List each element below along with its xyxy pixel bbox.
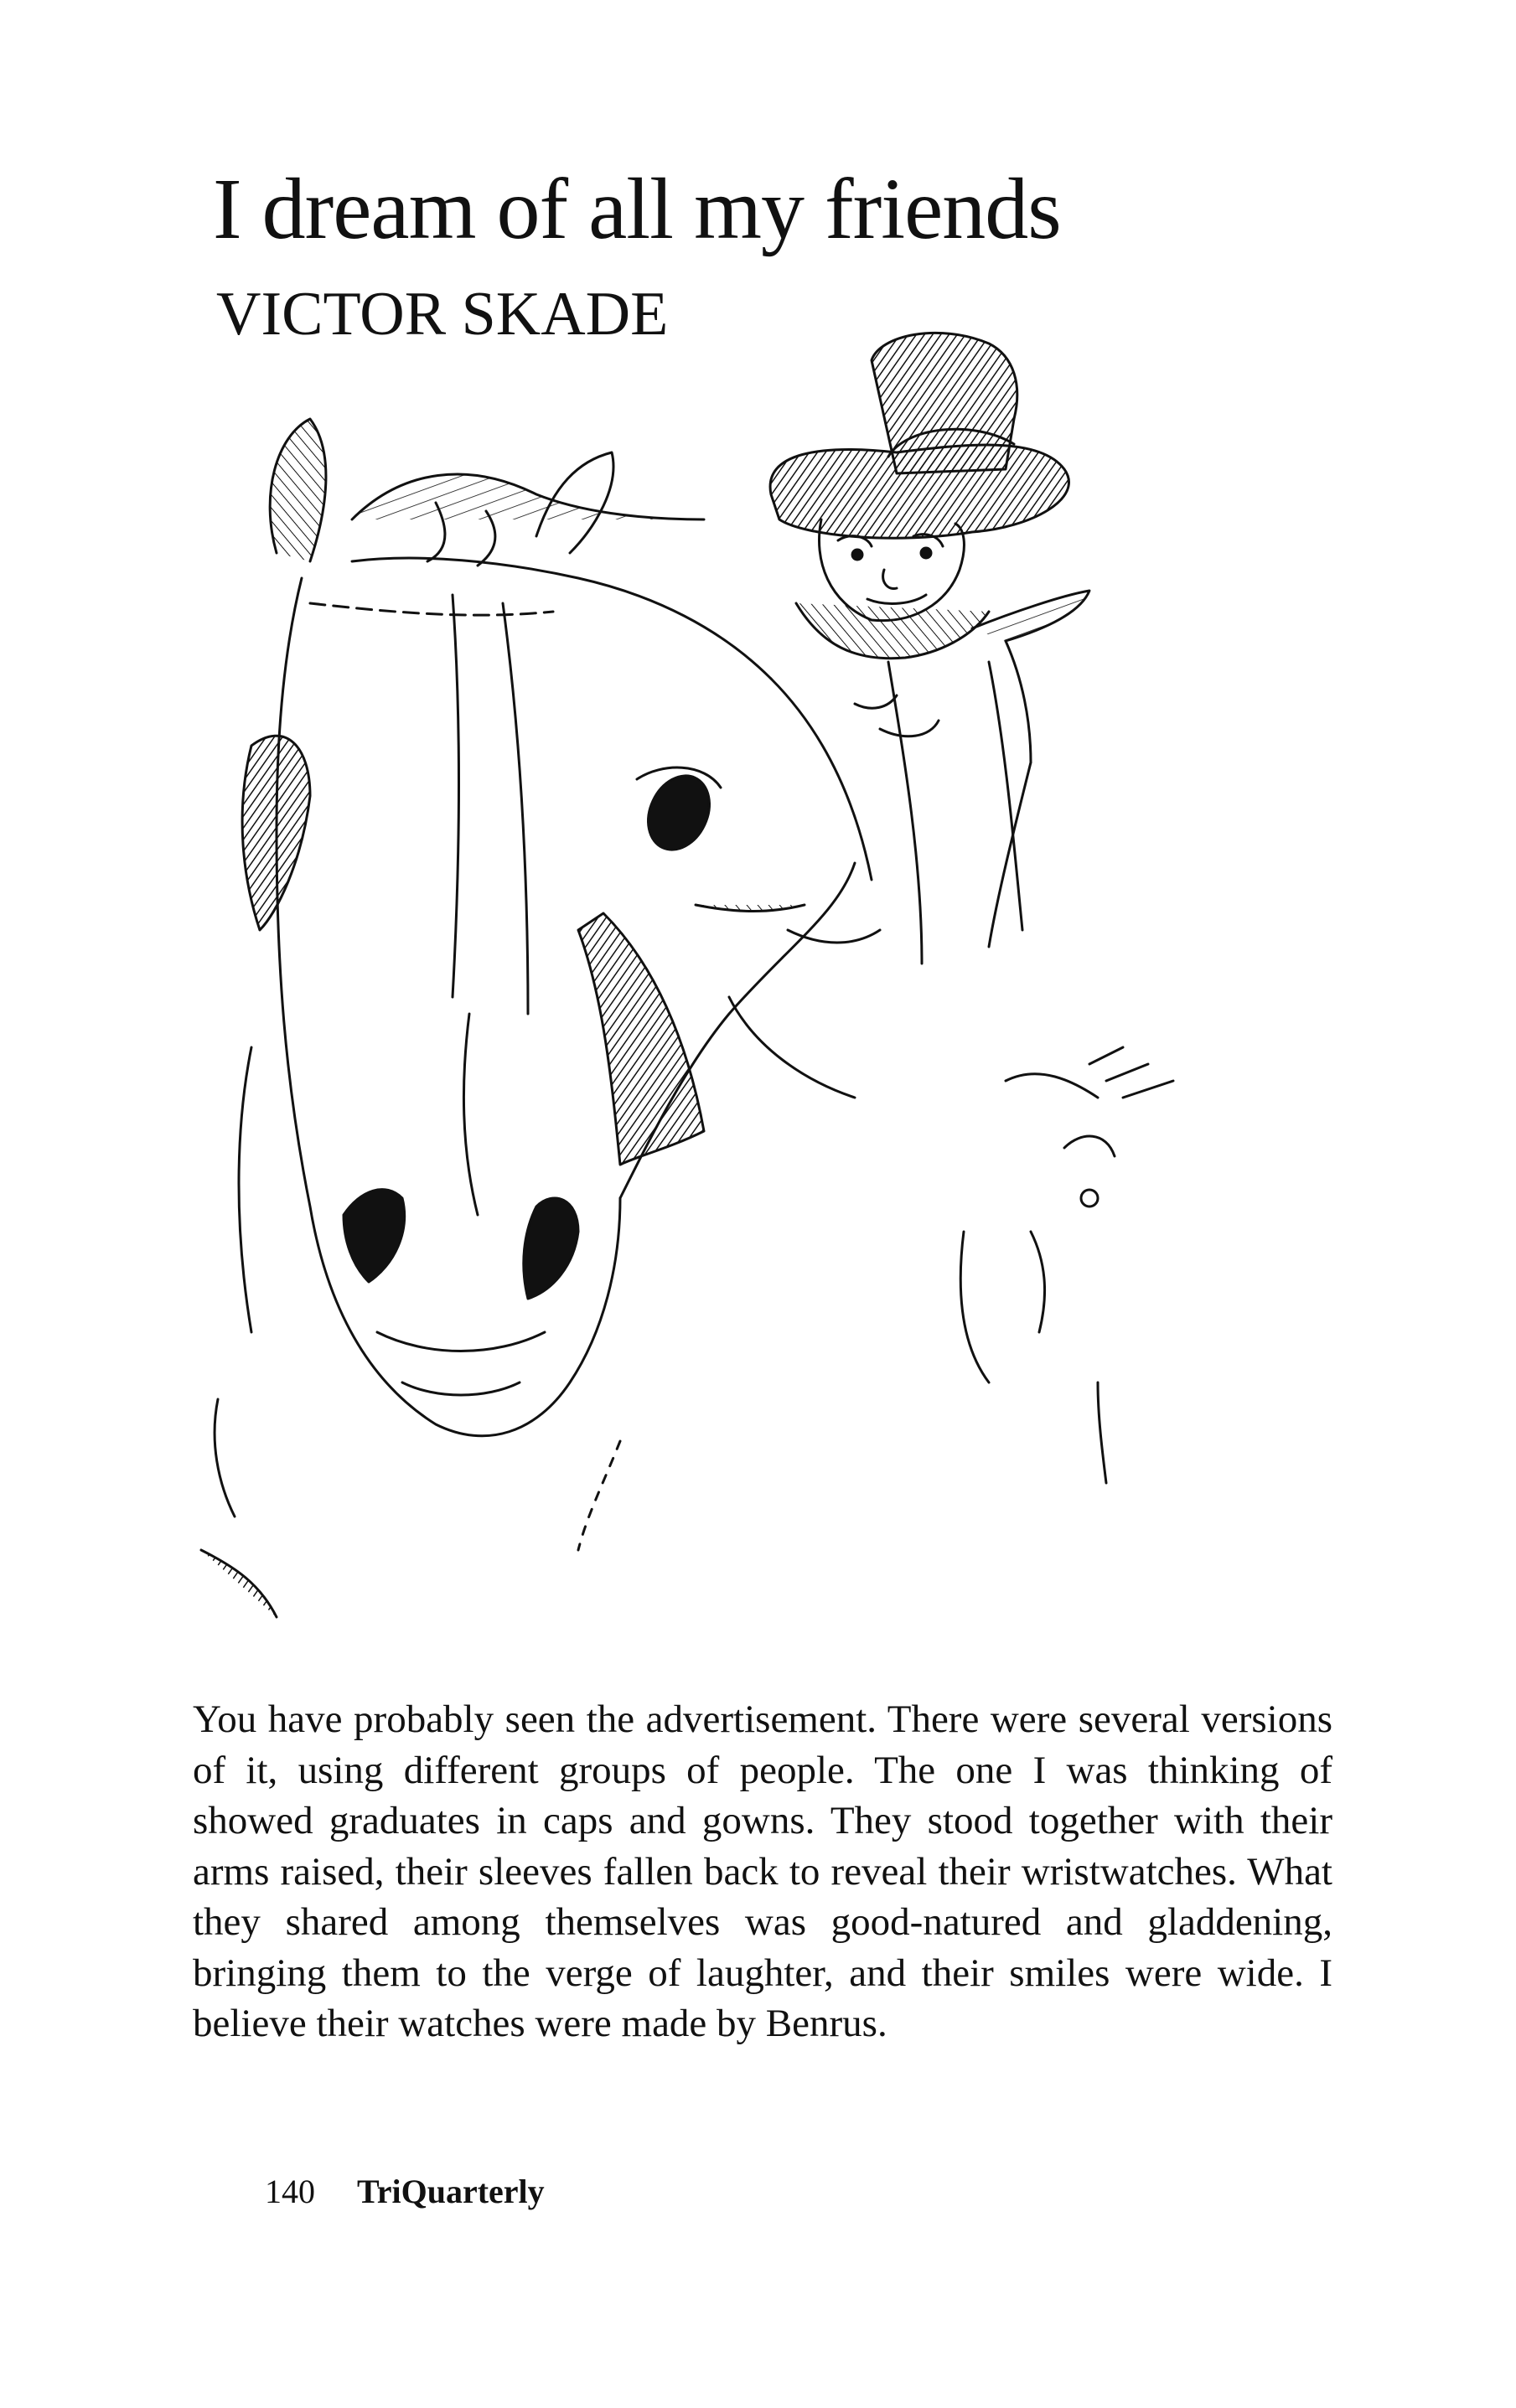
article-body: You have probably seen the advertisement. There were several versions of it, using different groups of people. The one I was thinking of showed graduates in caps and gowns. They stood together with their arms raised, their sleeves fallen back to reveal their wristwatches. What they shared among themselves was good-natured and gladdening, bringing them to the verge of laughter, and their smiles were wide. I believe their watches were made by Benrus. <box>193 1697 1332 2045</box>
horse-and-rider-illustration <box>184 327 1190 1684</box>
article-author: VICTOR SKADE <box>216 280 669 349</box>
article-title: I dream of all my friends <box>213 161 1061 257</box>
journal-name: TriQuarterly <box>357 2173 545 2210</box>
page-footer <box>265 2172 545 2211</box>
horse <box>201 419 1173 1617</box>
page-number: 140 <box>265 2173 315 2210</box>
hat <box>770 333 1068 538</box>
man <box>796 519 1089 964</box>
